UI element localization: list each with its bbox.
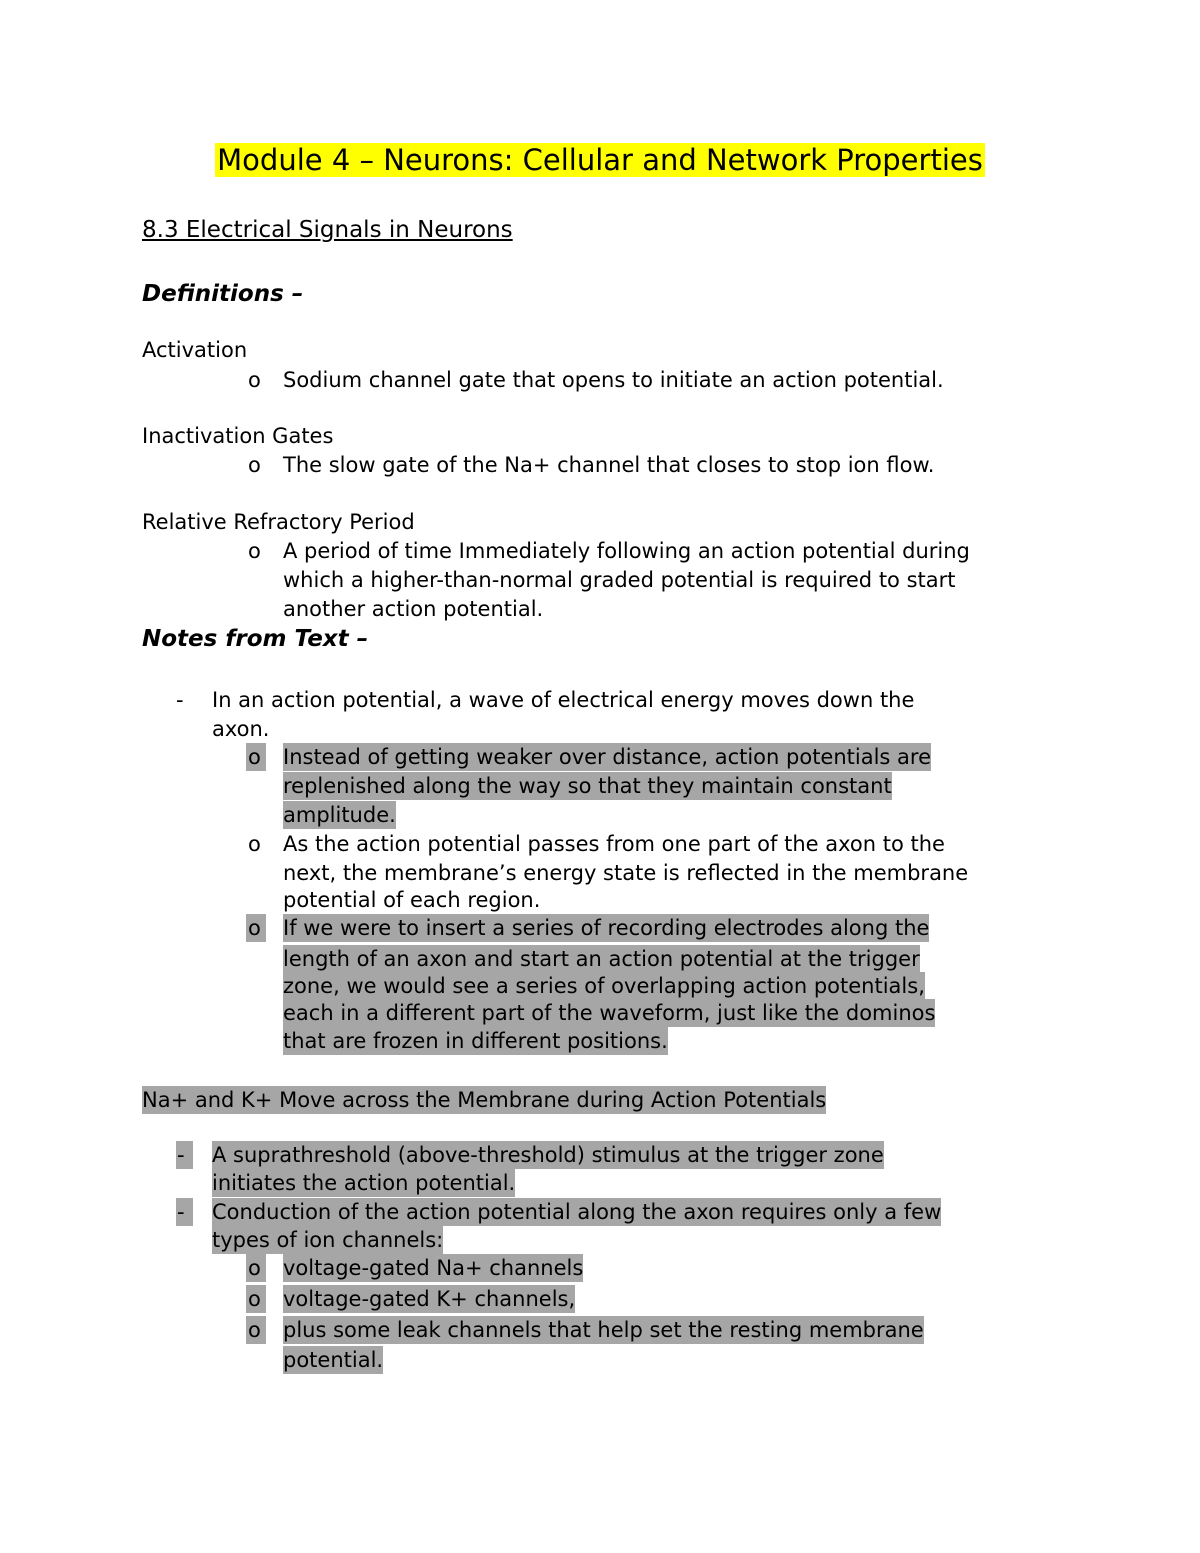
na-k-bullet: o xyxy=(246,1285,266,1313)
note-text: In an action potential, a wave of electrical energy moves down the xyxy=(212,688,915,712)
note-text: next, the membrane’s energy state is reflected in the membrane xyxy=(283,861,969,885)
na-k-dash: - xyxy=(176,1141,193,1169)
note-text: axon. xyxy=(212,717,270,741)
definition-bullet: o xyxy=(248,368,261,392)
na-k-heading: Na+ and K+ Move across the Membrane during Action Potentials xyxy=(142,1088,827,1112)
note-text: As the action potential passes from one part of the axon to the xyxy=(283,832,945,856)
document-title xyxy=(0,140,1200,180)
definition-term: Activation xyxy=(142,338,248,362)
definition-term: Relative Refractory Period xyxy=(142,510,415,534)
definition-text: The slow gate of the Na+ channel that closes to stop ion flow. xyxy=(283,453,935,477)
note-text-highlighted: that are frozen in different positions. xyxy=(283,1029,668,1053)
note-bullet: o xyxy=(246,743,266,771)
na-k-text: types of ion channels: xyxy=(212,1228,444,1252)
note-text-highlighted: zone, we would see a series of overlapping action potentials, xyxy=(283,974,925,998)
na-k-text: Conduction of the action potential along the axon requires only a few xyxy=(212,1200,942,1224)
definition-term: Inactivation Gates xyxy=(142,424,334,448)
definition-bullet: o xyxy=(248,453,261,477)
note-text-highlighted: replenished along the way so that they maintain constant xyxy=(283,774,892,798)
note-dash: - xyxy=(176,688,184,712)
definition-text: Sodium channel gate that opens to initiate an action potential. xyxy=(283,368,944,392)
section-heading: 8.3 Electrical Signals in Neurons xyxy=(142,217,513,243)
na-k-dash: - xyxy=(176,1198,193,1226)
na-k-text: voltage-gated K+ channels, xyxy=(283,1287,576,1311)
document-title-text: Module 4 – Neurons: Cellular and Network Properties xyxy=(217,143,983,177)
na-k-text: initiates the action potential. xyxy=(212,1171,516,1195)
na-k-bullet: o xyxy=(246,1254,266,1282)
note-text-highlighted: amplitude. xyxy=(283,803,396,827)
note-bullet: o xyxy=(248,832,261,856)
na-k-text: voltage-gated Na+ channels xyxy=(283,1256,584,1280)
na-k-text: A suprathreshold (above-threshold) stimulus at the trigger zone xyxy=(212,1143,884,1167)
definition-text: another action potential. xyxy=(283,597,544,621)
note-text-highlighted: each in a different part of the waveform, just like the dominos xyxy=(283,1001,936,1025)
definitions-heading: Definitions – xyxy=(142,281,304,307)
na-k-text: plus some leak channels that help set the resting membrane xyxy=(283,1318,924,1342)
notes-heading: Notes from Text – xyxy=(142,626,369,652)
note-bullet: o xyxy=(246,914,266,942)
definition-bullet: o xyxy=(248,539,261,563)
note-text: potential of each region. xyxy=(283,888,541,912)
na-k-bullet: o xyxy=(246,1316,266,1344)
na-k-text: potential. xyxy=(283,1348,384,1372)
note-text-highlighted: Instead of getting weaker over distance, action potentials are xyxy=(283,745,932,769)
note-text-highlighted: length of an axon and start an action potential at the trigger xyxy=(283,947,920,971)
note-text-highlighted: If we were to insert a series of recording electrodes along the xyxy=(283,916,930,940)
definition-text: which a higher-than-normal graded potential is required to start xyxy=(283,568,956,592)
definition-text: A period of time Immediately following an action potential during xyxy=(283,539,970,563)
